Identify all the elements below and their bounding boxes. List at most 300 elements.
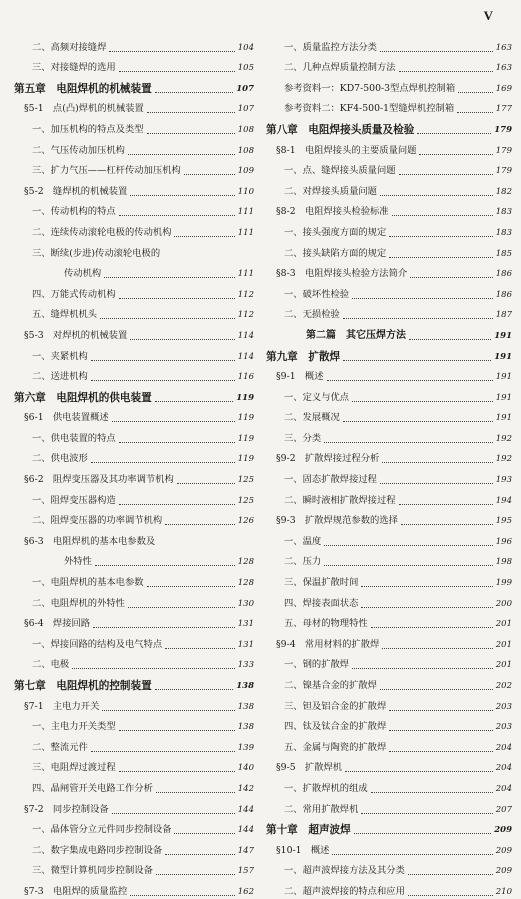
leader-dots xyxy=(130,894,234,896)
toc-entry-title: 一、钢的扩散焊 xyxy=(284,659,350,671)
toc-entry xyxy=(14,137,254,158)
toc-entry-title: 二、对焊接头质量问题 xyxy=(284,185,377,197)
toc-entry-page: 114 xyxy=(237,351,254,362)
toc-entry-title: §7-2 同步控制设备 xyxy=(24,803,109,815)
toc-entry-title: 三、保温扩散时间 xyxy=(284,577,359,589)
toc-entry-page: 169 xyxy=(495,83,512,94)
toc-entry-page: 186 xyxy=(495,289,512,300)
toc-entry-page: 209 xyxy=(494,825,512,836)
toc-entry xyxy=(266,240,512,261)
toc-entry-title: 二、接头缺陷方面的规定 xyxy=(284,247,387,259)
toc-entry-page: 119 xyxy=(237,433,254,444)
toc-entry-page: 204 xyxy=(495,763,512,774)
toc-entry-title: 一、电阻焊机的基本电参数 xyxy=(32,577,144,589)
toc-entry-page: 119 xyxy=(237,413,254,424)
toc-entry-title: §9-5 扩散焊机 xyxy=(276,762,343,774)
leader-dots xyxy=(343,420,493,422)
leader-dots xyxy=(165,647,235,649)
toc-entry xyxy=(266,364,512,385)
leader-dots xyxy=(112,420,235,422)
toc-entry xyxy=(14,116,254,137)
toc-entry-title: 第七章 电阻焊机的控制装置 xyxy=(14,680,152,692)
toc-entry-page: 157 xyxy=(237,866,254,877)
leader-dots xyxy=(119,770,235,772)
toc-entry-title: 一、主电力开关类型 xyxy=(32,721,116,733)
toc-entry xyxy=(14,487,254,508)
toc-entry-title: 五、缝焊机机头 xyxy=(32,309,98,321)
toc-entry-title: 一、传动机构的特点 xyxy=(32,206,116,218)
toc-entry-page: 119 xyxy=(236,392,254,403)
toc-entry-page: 192 xyxy=(495,433,512,444)
toc-entry-title: 第六章 电阻焊机的供电装置 xyxy=(14,391,152,404)
toc-entry xyxy=(266,631,512,652)
toc-entry-page: 193 xyxy=(495,475,512,486)
toc-entry xyxy=(266,508,512,529)
leader-dots xyxy=(155,688,234,690)
toc-entry-page: 107 xyxy=(237,104,254,115)
toc-entry xyxy=(14,322,254,343)
leader-dots xyxy=(401,523,493,525)
toc-entry-page: 144 xyxy=(237,804,254,815)
toc-entry-page: 116 xyxy=(237,372,254,383)
leader-dots xyxy=(389,729,492,731)
toc-entry xyxy=(266,858,512,879)
toc-entry-page: 138 xyxy=(237,701,254,712)
leader-dots xyxy=(399,173,493,175)
toc-entry-page: 194 xyxy=(495,495,512,506)
toc-entry xyxy=(266,96,512,117)
toc-entry-page: 204 xyxy=(495,742,512,753)
leader-dots xyxy=(371,626,493,628)
toc-entry xyxy=(14,508,254,529)
toc-entry-title: 一、扩散焊机的组成 xyxy=(284,782,368,794)
toc-entry xyxy=(14,775,254,796)
toc-entry xyxy=(266,343,512,364)
toc-entry-title: 参考资料二：KF4-500-1型缝焊机控制箱 xyxy=(284,103,455,115)
toc-entry xyxy=(266,755,512,776)
leader-dots xyxy=(119,729,235,731)
toc-entry xyxy=(266,837,512,858)
toc-entry xyxy=(266,425,512,446)
toc-entry-title: §5-2 缝焊机的机械装置 xyxy=(24,185,128,197)
toc-entry xyxy=(14,878,254,899)
toc-entry-page: 125 xyxy=(237,495,254,506)
leader-dots xyxy=(417,132,491,134)
toc-entry-title: §5-1 点(凸)焊机的机械装置 xyxy=(24,103,144,115)
toc-entry xyxy=(266,693,512,714)
toc-entry xyxy=(14,631,254,652)
toc-entry-title: 参考资料一：KD7-500-3型点焊机控制箱 xyxy=(284,82,456,94)
toc-entry-title: 二、瞬时液相扩散焊接过程 xyxy=(284,494,396,506)
toc-entry-title: 二、阻焊变压器的功率调节机构 xyxy=(32,515,163,527)
toc-entry-title: 一、点、缝焊接头质量问题 xyxy=(284,165,396,177)
toc-entry-page: 111 xyxy=(237,269,254,280)
leader-dots xyxy=(112,812,235,814)
toc-entry-title: 一、质量监控方法分类 xyxy=(284,41,377,53)
toc-left-column xyxy=(14,34,254,899)
leader-dots xyxy=(352,297,493,299)
toc-entry-page: 185 xyxy=(495,248,512,259)
toc-entry-title: 四、钛及钛合金的扩散焊 xyxy=(284,721,387,733)
toc-entry xyxy=(266,446,512,467)
leader-dots xyxy=(419,153,492,155)
toc-entry-page: 203 xyxy=(495,701,512,712)
toc-entry-title: 二、常用扩散焊机 xyxy=(284,803,359,815)
toc-entry-title: 五、母材的物理特性 xyxy=(284,618,368,630)
page-number: V xyxy=(483,8,493,23)
toc-entry xyxy=(266,261,512,282)
toc-entry-page: 111 xyxy=(237,227,254,238)
toc-entry-title: 一、固态扩散焊接过程 xyxy=(284,474,377,486)
toc-entry xyxy=(14,75,254,96)
toc-entry-page: 191 xyxy=(495,372,512,383)
toc-entry-page: 107 xyxy=(236,83,254,94)
toc-entry xyxy=(14,755,254,776)
leader-dots xyxy=(156,873,235,875)
leader-dots xyxy=(119,503,235,505)
toc-entry-title: §6-2 阻焊变压器及其功率调节机构 xyxy=(24,474,174,486)
leader-dots xyxy=(100,317,235,319)
toc-entry xyxy=(266,55,512,76)
leader-dots xyxy=(389,235,492,237)
toc-entry xyxy=(266,569,512,590)
toc-entry xyxy=(266,178,512,199)
toc-entry-page: 203 xyxy=(495,722,512,733)
toc-entry-page: 191 xyxy=(494,351,512,362)
toc-entry xyxy=(14,528,254,549)
leader-dots xyxy=(324,544,493,546)
toc-entry xyxy=(14,714,254,735)
leader-dots xyxy=(389,709,492,711)
leader-dots xyxy=(174,832,234,834)
toc-entry-title: 二、供电波形 xyxy=(32,453,88,465)
toc-entry xyxy=(266,528,512,549)
toc-entry xyxy=(14,261,254,282)
toc-entry-title: §5-3 对焊机的机械装置 xyxy=(24,329,128,341)
leader-dots xyxy=(399,503,493,505)
toc-right-column xyxy=(266,34,512,899)
toc-entry-title: 二、气压传动加压机构 xyxy=(32,144,125,156)
leader-dots xyxy=(361,585,492,587)
toc-entry xyxy=(14,364,254,385)
toc-entry-title: 一、阻焊变压器构造 xyxy=(32,494,116,506)
leader-dots xyxy=(119,441,235,443)
leader-dots xyxy=(389,750,492,752)
toc-entry-title: §9-1 概述 xyxy=(276,371,324,383)
toc-entry-page: 179 xyxy=(495,166,512,177)
toc-entry-page: 163 xyxy=(495,63,512,74)
toc-entry xyxy=(266,219,512,240)
toc-entry-title: §6-3 电阻焊机的基本电参数及 xyxy=(24,535,156,547)
toc-entry-page: 200 xyxy=(495,598,512,609)
toc-entry xyxy=(266,734,512,755)
toc-entry xyxy=(14,672,254,693)
toc-entry-page: 130 xyxy=(237,598,254,609)
toc-entry-page: 142 xyxy=(237,783,254,794)
toc-entry-page: 139 xyxy=(237,742,254,753)
leader-dots xyxy=(392,214,493,216)
toc-entry-page: 111 xyxy=(237,207,254,218)
leader-dots xyxy=(102,709,234,711)
leader-dots xyxy=(119,214,235,216)
toc-entry-page: 144 xyxy=(237,825,254,836)
leader-dots xyxy=(91,461,235,463)
leader-dots xyxy=(119,70,235,72)
leader-dots xyxy=(130,194,234,196)
toc-entry-title: §8-1 电阻焊接头的主要质量问题 xyxy=(276,144,417,156)
leader-dots xyxy=(128,153,235,155)
toc-entry xyxy=(266,775,512,796)
toc-entry-page: 209 xyxy=(495,845,512,856)
toc-entry-page: 125 xyxy=(237,475,254,486)
toc-entry xyxy=(266,302,512,323)
leader-dots xyxy=(361,606,492,608)
toc-entry-page: 131 xyxy=(237,639,254,650)
toc-entry xyxy=(14,384,254,405)
leader-dots xyxy=(371,791,493,793)
toc-entry-page: 179 xyxy=(495,145,512,156)
toc-entry-page: 204 xyxy=(495,783,512,794)
toc-entry-page: 191 xyxy=(494,330,512,341)
toc-entry-page: 104 xyxy=(237,42,254,53)
toc-entry xyxy=(14,446,254,467)
toc-entry xyxy=(266,796,512,817)
leader-dots xyxy=(361,812,492,814)
leader-dots xyxy=(343,359,491,361)
toc-entry xyxy=(266,199,512,220)
toc-entry xyxy=(14,158,254,179)
toc-entry xyxy=(14,796,254,817)
toc-entry-title: 二、超声波焊接的特点和应用 xyxy=(284,885,405,897)
toc-entry-page: 147 xyxy=(237,845,254,856)
leader-dots xyxy=(354,832,492,834)
leader-dots xyxy=(327,379,493,381)
leader-dots xyxy=(324,564,493,566)
toc-entry-page: 182 xyxy=(495,186,512,197)
toc-entry-title: §7-3 电阻焊的质量监控 xyxy=(24,885,128,897)
toc-entry xyxy=(266,281,512,302)
toc-entry-title: 二、电阻焊机的外特性 xyxy=(32,597,125,609)
toc-entry xyxy=(14,837,254,858)
toc-entry-title: 二、连续传动滚轮电极的传动机构 xyxy=(32,226,172,238)
toc-entry-page: 112 xyxy=(237,289,254,300)
leader-dots xyxy=(408,894,493,896)
toc-entry-title: 三、电阻焊过渡过程 xyxy=(32,762,116,774)
leader-dots xyxy=(177,482,235,484)
toc-entry-page: 186 xyxy=(495,269,512,280)
toc-entry xyxy=(14,734,254,755)
leader-dots xyxy=(155,400,234,402)
toc-entry-page: 177 xyxy=(495,104,512,115)
toc-entry-page: 109 xyxy=(237,166,254,177)
leader-dots xyxy=(389,256,492,258)
toc-entry xyxy=(14,569,254,590)
leader-dots xyxy=(93,626,235,628)
toc-entry-page: 207 xyxy=(495,804,512,815)
leader-dots xyxy=(343,317,493,319)
leader-dots xyxy=(345,770,493,772)
toc-entry xyxy=(266,137,512,158)
toc-entry-page: 162 xyxy=(237,886,254,897)
leader-dots xyxy=(165,523,235,525)
leader-dots xyxy=(163,257,251,258)
toc-entry-title: 一、夹紧机构 xyxy=(32,350,88,362)
leader-dots xyxy=(352,667,493,669)
leader-dots xyxy=(380,50,493,52)
toc-entry-title: 二、发展概况 xyxy=(284,412,340,424)
toc-entry-title: 外特性 xyxy=(64,556,92,568)
toc-entry-page: 108 xyxy=(237,124,254,135)
toc-entry xyxy=(14,590,254,611)
toc-entry-page: 108 xyxy=(237,145,254,156)
toc-entry-page: 114 xyxy=(237,330,254,341)
toc-entry xyxy=(266,322,512,343)
toc-entry-title: 二、送进机构 xyxy=(32,371,88,383)
toc-entry-page: 138 xyxy=(236,681,254,691)
toc-entry-title: 二、整流元件 xyxy=(32,741,88,753)
toc-entry-title: 二、高频对接缝焊 xyxy=(32,41,107,53)
toc-entry-page: 179 xyxy=(494,124,512,135)
toc-entry-title: 三、断续(步进)传动滚轮电极的 xyxy=(32,247,161,259)
toc-entry-title: 三、钽及铝合金的扩散焊 xyxy=(284,700,387,712)
toc-entry xyxy=(14,281,254,302)
toc-entry-title: 三、对接缝焊的选用 xyxy=(32,62,116,74)
toc-entry-page: 126 xyxy=(237,516,254,527)
toc-entry xyxy=(14,219,254,240)
toc-entry-page: 191 xyxy=(495,392,512,403)
leader-dots xyxy=(147,111,235,113)
toc-entry-title: §10-1 概述 xyxy=(276,844,330,856)
leader-dots xyxy=(95,564,235,566)
toc-entry xyxy=(266,158,512,179)
toc-entry-page: 187 xyxy=(495,310,512,321)
toc-entry-page: 105 xyxy=(237,63,254,74)
toc-entry-title: 一、接头强度方面的规定 xyxy=(284,226,387,238)
toc-entry-title: 四、焊接表面状态 xyxy=(284,597,359,609)
leader-dots xyxy=(147,132,235,134)
toc-entry-title: §9-3 扩散焊规范参数的选择 xyxy=(276,515,398,527)
toc-entry-page: 163 xyxy=(495,42,512,53)
toc-entry-page: 201 xyxy=(495,660,512,671)
toc-entry xyxy=(266,487,512,508)
leader-dots xyxy=(458,91,493,93)
toc-entry-title: 二、几种点焊质量控制方法 xyxy=(284,62,396,74)
toc-entry xyxy=(14,302,254,323)
leader-dots xyxy=(91,359,235,361)
toc-entry-title: §6-4 焊接回路 xyxy=(24,618,91,630)
toc-entry xyxy=(266,75,512,96)
toc-entry-title: §7-1 主电力开关 xyxy=(24,700,100,712)
leader-dots xyxy=(109,50,234,52)
toc-entry-title: 第五章 电阻焊机的机械装置 xyxy=(14,82,152,95)
toc-entry-page: 128 xyxy=(237,557,254,568)
toc-entry xyxy=(266,611,512,632)
toc-entry-page: 202 xyxy=(495,681,512,691)
toc-entry-title: 三、分类 xyxy=(284,432,322,444)
leader-dots xyxy=(352,400,493,402)
leader-dots xyxy=(324,441,493,443)
leader-dots xyxy=(382,461,492,463)
toc-entry-page: 209 xyxy=(495,866,512,877)
toc-entry-page: 112 xyxy=(237,310,254,321)
toc-entry-page: 192 xyxy=(495,454,512,465)
toc-entry-page: 140 xyxy=(237,763,254,774)
leader-dots xyxy=(380,688,493,690)
toc-entry xyxy=(14,199,254,220)
leader-dots xyxy=(155,91,234,93)
leader-dots xyxy=(104,276,235,278)
toc-entry-page: 119 xyxy=(237,454,254,465)
toc-entry-page: 133 xyxy=(237,660,254,671)
toc-entry-title: 二、无损检验 xyxy=(284,309,340,321)
toc-entry xyxy=(266,652,512,673)
toc-entry xyxy=(266,34,512,55)
toc-entry-page: 183 xyxy=(495,207,512,218)
toc-entry xyxy=(266,466,512,487)
toc-entry-page: 195 xyxy=(495,516,512,527)
toc-entry-page: 131 xyxy=(237,619,254,630)
toc-entry xyxy=(14,611,254,632)
toc-entry-title: 第八章 电阻焊接头质量及检验 xyxy=(266,123,415,136)
toc-entry-title: 传动机构 xyxy=(64,268,102,280)
toc-entry-title: 一、温度 xyxy=(284,535,322,547)
toc-entry xyxy=(14,55,254,76)
toc-entry-page: 196 xyxy=(495,536,512,547)
leader-dots xyxy=(332,853,492,855)
toc-entry-page: 201 xyxy=(495,619,512,630)
toc-entry xyxy=(14,178,254,199)
toc-entry xyxy=(14,343,254,364)
toc-entry-title: 五、金属与陶瓷的扩散焊 xyxy=(284,741,387,753)
toc-entry xyxy=(14,652,254,673)
toc-entry-page: 183 xyxy=(495,227,512,238)
toc-entry-title: 第十章 超声波焊 xyxy=(266,824,351,837)
toc-entry xyxy=(14,96,254,117)
leader-dots xyxy=(380,194,493,196)
leader-dots xyxy=(410,276,493,278)
toc-entry xyxy=(14,466,254,487)
toc-entry xyxy=(266,817,512,838)
toc-entry xyxy=(14,549,254,570)
toc-entry-title: §9-4 常用材料的扩散焊 xyxy=(276,638,380,650)
toc-entry-title: 一、定义与优点 xyxy=(284,391,350,403)
toc-entry-title: 二、镍基合金的扩散焊 xyxy=(284,680,377,691)
leader-dots xyxy=(130,338,234,340)
leader-dots xyxy=(457,111,493,113)
leader-dots xyxy=(156,791,235,793)
leader-dots xyxy=(91,379,235,381)
toc-entry xyxy=(266,116,512,137)
toc-entry-page: 191 xyxy=(495,413,512,424)
toc-entry-title: §8-2 电阻焊接头检验标准 xyxy=(276,206,389,218)
toc-entry-page: 198 xyxy=(495,557,512,568)
toc-entry-page: 199 xyxy=(495,578,512,589)
toc-entry-title: 一、加压机构的特点及类型 xyxy=(32,123,144,135)
toc-entry-page: 201 xyxy=(495,639,512,650)
toc-entry-page: 138 xyxy=(237,722,254,733)
toc-entry xyxy=(266,384,512,405)
toc-entry-title: 一、晶体管分立元件同步控制设备 xyxy=(32,824,172,836)
toc-entry-title: §9-2 扩散焊接过程分析 xyxy=(276,453,380,465)
toc-entry-title: 二、电极 xyxy=(32,659,70,671)
toc-entry-title: 一、破坏性检验 xyxy=(284,288,350,300)
toc-entry-title: 一、供电装置的特点 xyxy=(32,432,116,444)
toc-entry xyxy=(266,714,512,735)
leader-dots xyxy=(174,235,234,237)
leader-dots xyxy=(119,297,235,299)
toc-entry-title: 二、数字集成电路同步控制设备 xyxy=(32,844,163,856)
leader-dots xyxy=(165,853,235,855)
